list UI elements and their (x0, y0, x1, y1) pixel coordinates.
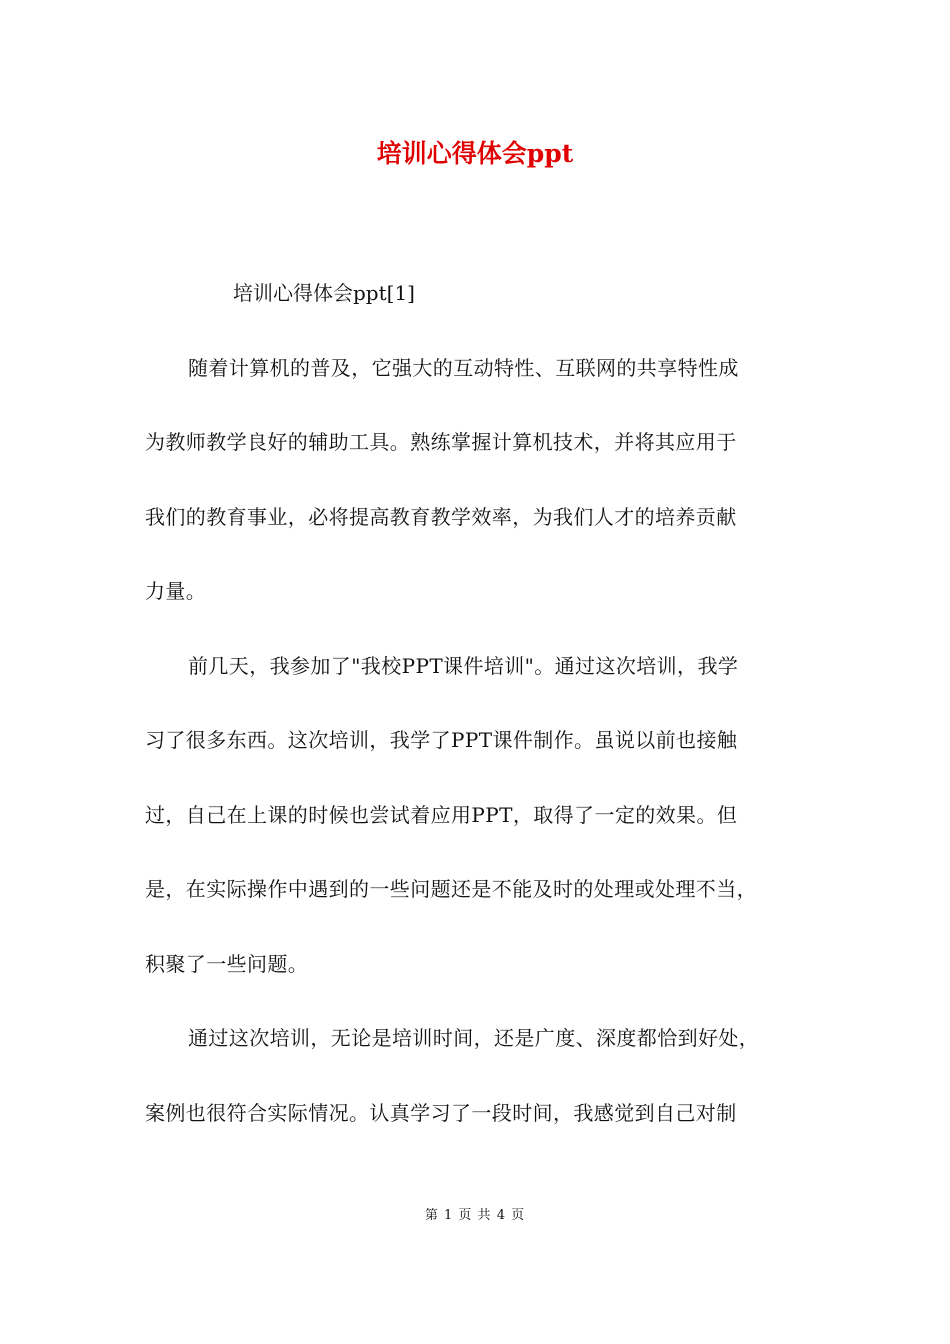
paragraph-line: 力量。 (145, 579, 207, 603)
paragraph-line: 案例也很符合实际情况。认真学习了一段时间，我感觉到自己对制 (145, 1101, 737, 1125)
paragraph-line: 通过这次培训，无论是培训时间，还是广度、深度都恰到好处， (188, 1026, 760, 1050)
paragraph-line: 是，在实际操作中遇到的一些问题还是不能及时的处理或处理不当， (145, 877, 757, 901)
paragraph-line: 我们的教育事业，必将提高教育教学效率，为我们人才的培养贡献 (145, 505, 737, 529)
paragraph-line: 随着计算机的普及，它强大的互动特性、互联网的共享特性成 (188, 356, 739, 380)
document-title: 培训心得体会ppt (376, 139, 574, 168)
paragraph-line: 为教师教学良好的辅助工具。熟练掌握计算机技术，并将其应用于 (145, 430, 737, 454)
paragraph-line: 积聚了一些问题。 (145, 952, 309, 976)
page-number-footer: 第 1 页 共 4 页 (424, 1208, 526, 1223)
paragraph-line: 过，自己在上课的时候也尝试着应用PPT，取得了一定的效果。但 (145, 803, 738, 827)
section-heading: 培训心得体会ppt[1] (233, 281, 415, 305)
paragraph-line: 前几天，我参加了"我校PPT课件培训"。通过这次培训，我学 (188, 654, 739, 678)
paragraph-line: 习了很多东西。这次培训，我学了PPT课件制作。虽说以前也接触 (145, 728, 738, 752)
